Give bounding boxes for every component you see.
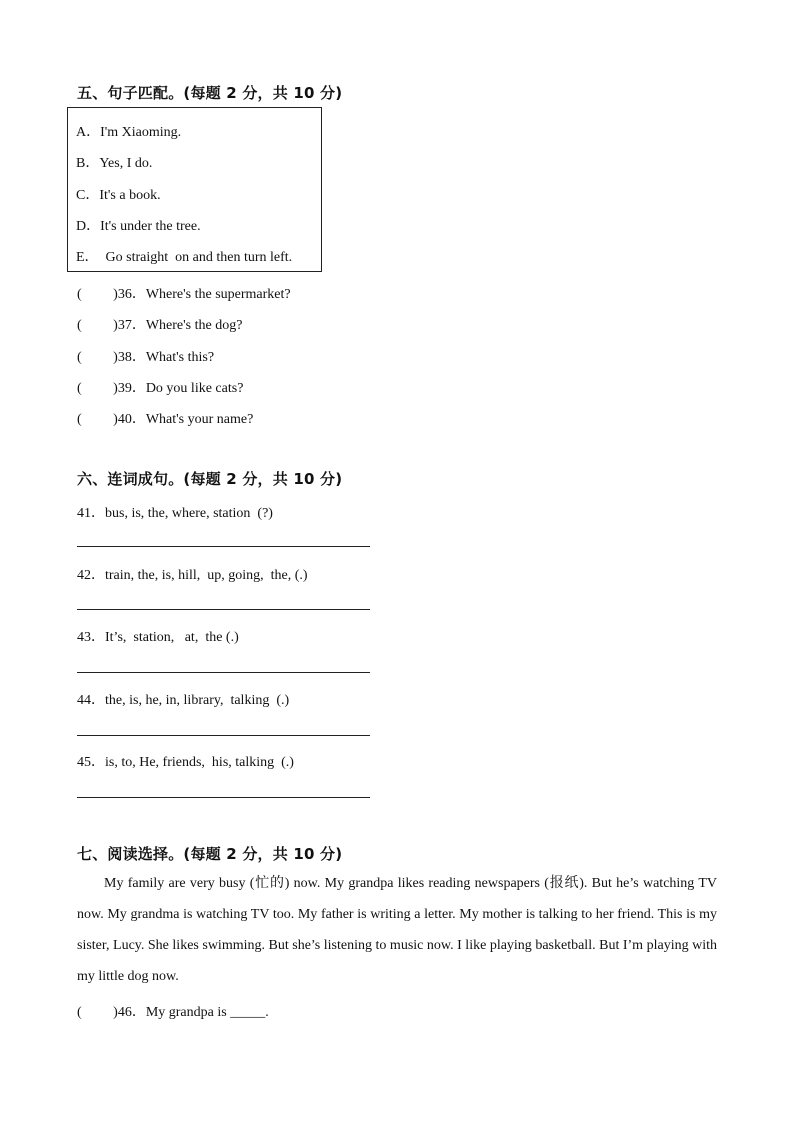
answer-line-44[interactable] (77, 735, 370, 736)
question-46: ( )46．My grandpa is _____. (77, 1005, 269, 1020)
question-36: ( )36．Where's the supermarket? (77, 287, 291, 302)
answer-line-43[interactable] (77, 672, 370, 673)
question-40: ( )40．What's your name? (77, 412, 254, 427)
question-37: ( )37．Where's the dog? (77, 318, 243, 333)
answer-line-41[interactable] (77, 546, 370, 547)
item-43: 43．It’s, station, at, the (.) (77, 630, 239, 645)
reading-passage (77, 868, 717, 992)
item-44: 44．the, is, he, in, library, talking (.) (77, 693, 290, 708)
choice-e: E． Go straight on and then turn left. (76, 250, 293, 265)
section5-heading: 五、句子匹配。(每题 2 分，共 10 分) (77, 84, 343, 102)
choice-b: B．Yes, I do. (76, 156, 153, 171)
choice-a: A．I'm Xiaoming. (76, 125, 182, 140)
question-38: ( )38．What's this? (77, 350, 215, 365)
choice-c: C．It's a book. (76, 188, 161, 203)
section6-heading: 六、连词成句。(每题 2 分，共 10 分) (77, 470, 343, 488)
item-45: 45．is, to, He, friends, his, talking (.) (77, 755, 294, 770)
answer-line-42[interactable] (77, 609, 370, 610)
item-41: 41．bus, is, the, where, station (?) (77, 506, 273, 521)
section7-heading: 七、阅读选择。(每题 2 分，共 10 分) (77, 845, 343, 863)
answer-line-45[interactable] (77, 797, 370, 798)
passage-text: My family are very busy (忙的) now. My grandpa likes reading newspapers (报纸). But he’s watching TV now. My grandma is watching TV too. My father is writing a letter. My mother is talking to her friend. This is my sister, Lucy. She likes swimming. But she’s listening to music now. I like playing basketball. But I’m playing with my little dog now. (77, 876, 717, 984)
choices-box (67, 107, 322, 272)
choice-d: D．It's under the tree. (76, 219, 201, 234)
item-42: 42．train, the, is, hill, up, going, the, (.) (77, 568, 308, 583)
question-39: ( )39．Do you like cats? (77, 381, 244, 396)
